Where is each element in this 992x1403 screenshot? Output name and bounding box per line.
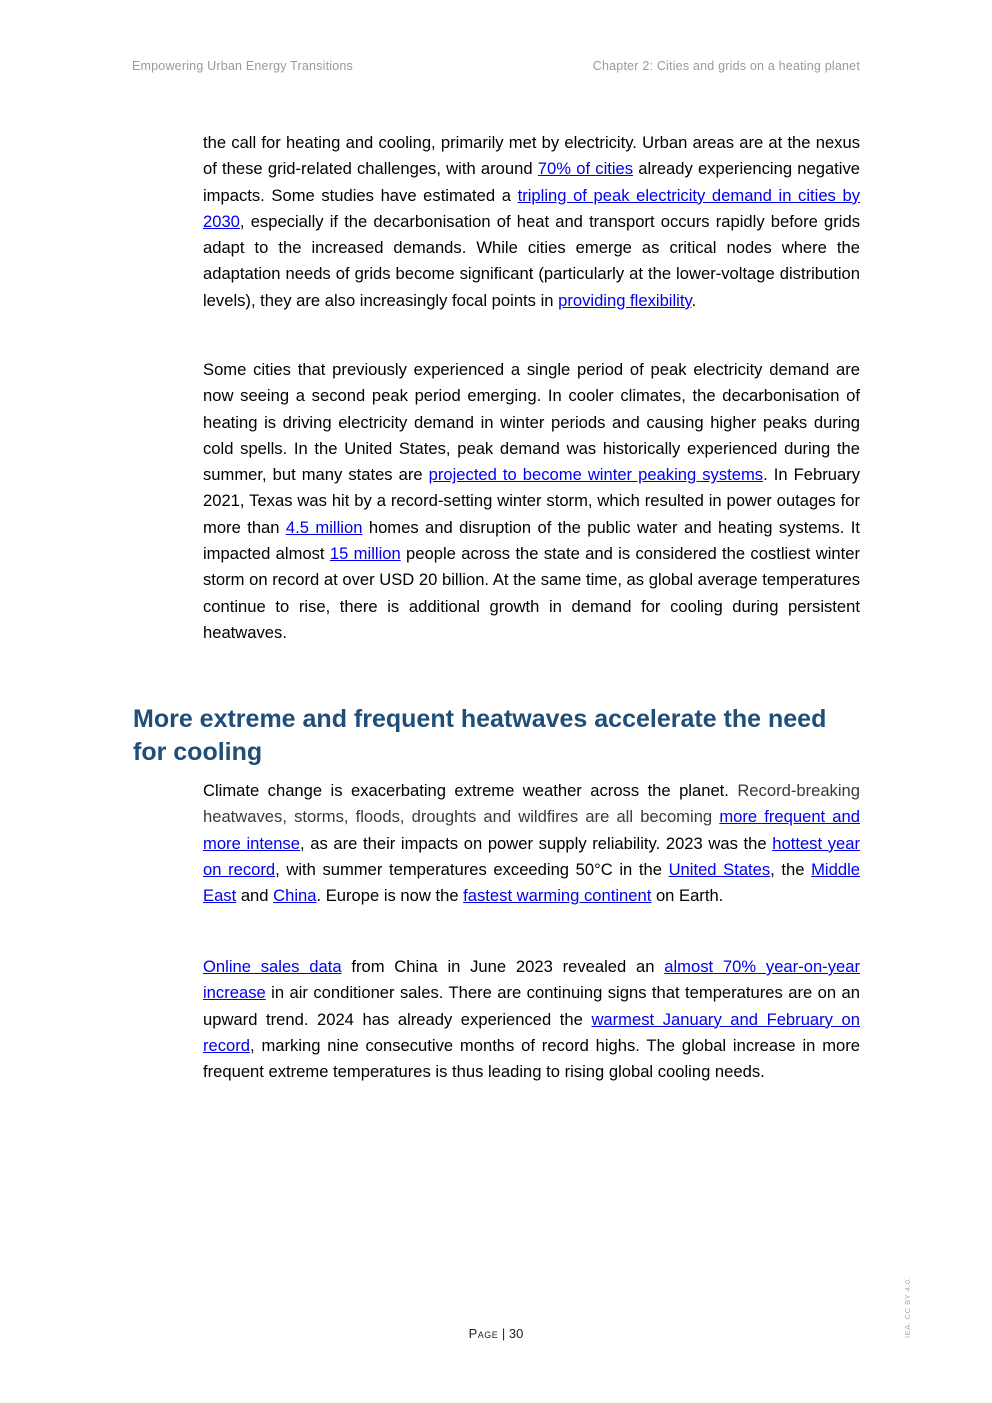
- link-70-percent-increase[interactable]: almost 70% year-on-year increase: [203, 957, 860, 1003]
- page-footer: [0, 1326, 992, 1341]
- link-more-frequent-intense[interactable]: more frequent and more intense: [203, 807, 860, 853]
- text-run: people across the state and is considered the costliest winter storm on record at over USD 20 billion. At the same time, as global average temperatures continue to rise, there is additional growth in demand for cooling during persistent heatwaves.: [203, 544, 860, 642]
- paragraph-text: [203, 954, 860, 1085]
- link-united-states[interactable]: United States: [668, 859, 771, 879]
- paragraph-air-conditioner-sales: [203, 954, 860, 1085]
- text-run: , especially if the decarbonisation of heat and transport occurs rapidly before grids adapt to the increased demands. While cities emerge as critical nodes where the adaptation needs of grids become significant (particularly at the lower-voltage distribution levels), they are also increasingly focal points in: [203, 211, 860, 310]
- paragraph-second-peak: [203, 357, 860, 646]
- link-15-million[interactable]: 15 million: [329, 544, 401, 564]
- text-run: in air conditioner sales. There are continuing signs that temperatures are on an upward trend. 2024 has already experienced the: [203, 983, 860, 1029]
- link-70-percent-cities[interactable]: 70% of cities: [537, 159, 634, 179]
- running-header-title: Empowering Urban Energy Transitions: [132, 59, 353, 73]
- license-note: IEA. CC BY 4.0.: [903, 1276, 912, 1338]
- text-run: . In February 2021, Texas was hit by a record-setting winter storm, which resulted in power outages for more than: [203, 465, 860, 537]
- text-run: , as are their impacts on power supply reliability. 2023 was the: [299, 833, 773, 853]
- text-run: homes and disruption of the public water and heating systems. It impacted almost: [203, 517, 860, 564]
- page-label: Page: [468, 1326, 499, 1341]
- text-run: , marking nine consecutive months of record highs. The global increase in more frequent extreme temperatures is thus leading to rising global cooling needs.: [203, 1035, 860, 1082]
- text-run: , the: [770, 859, 812, 879]
- link-china[interactable]: China: [273, 886, 317, 906]
- text-run: on Earth.: [651, 886, 724, 906]
- text-run: and: [236, 886, 274, 906]
- link-online-sales-data[interactable]: Online sales data: [203, 957, 342, 976]
- link-providing-flexibility[interactable]: providing flexibility: [558, 290, 692, 310]
- text-run: already experiencing negative impacts. Some studies have estimated a: [203, 159, 860, 205]
- link-tripling-peak-demand[interactable]: tripling of peak electricity demand in cities by 2030: [203, 185, 860, 231]
- paragraph-grid-challenges: [203, 130, 860, 314]
- paragraph-text: [203, 778, 860, 909]
- paragraph-climate-change: [203, 778, 860, 909]
- text-run: Some cities that previously experienced a single period of peak electricity demand are now seeing a second peak period emerging. In cooler climates, the decarbonisation of heating is driving electricity demand in winter periods and causing higher peaks during cold spells. In the United States, peak demand was historically experienced during the summer, but many states are: [203, 360, 860, 485]
- link-hottest-year[interactable]: hottest year on record: [203, 833, 860, 879]
- paragraph-text: [203, 357, 860, 646]
- section-heading: More extreme and frequent heatwaves accelerate the need for cooling: [133, 705, 827, 766]
- running-header-chapter: Chapter 2: Cities and grids on a heating planet: [592, 59, 860, 73]
- link-winter-peaking-systems[interactable]: projected to become winter peaking systems: [428, 465, 764, 485]
- link-middle-east[interactable]: Middle East: [203, 859, 860, 906]
- page-separator: |: [498, 1326, 509, 1341]
- link-4-5-million[interactable]: 4.5 million: [285, 517, 363, 537]
- link-fastest-warming-continent[interactable]: fastest warming continent: [463, 886, 652, 906]
- page-number: 30: [508, 1326, 524, 1341]
- text-run: from China in June 2023 revealed an: [341, 957, 665, 976]
- text-run: , with summer temperatures exceeding 50°C in the: [275, 859, 669, 879]
- text-run: .: [691, 290, 697, 310]
- text-run-gray: Record-breaking heatwaves, storms, floods, droughts and wildfires are all becoming: [203, 781, 860, 827]
- paragraph-text: [203, 130, 860, 314]
- text-run: the call for heating and cooling, primarily met by electricity. Urban areas are at the nexus of these grid-related challenges, with around: [203, 133, 860, 179]
- text-run: . Europe is now the: [316, 886, 464, 906]
- text-run: Climate change is exacerbating extreme weather across the planet.: [203, 781, 738, 800]
- link-warmest-january-february[interactable]: warmest January and February on record: [203, 1009, 860, 1055]
